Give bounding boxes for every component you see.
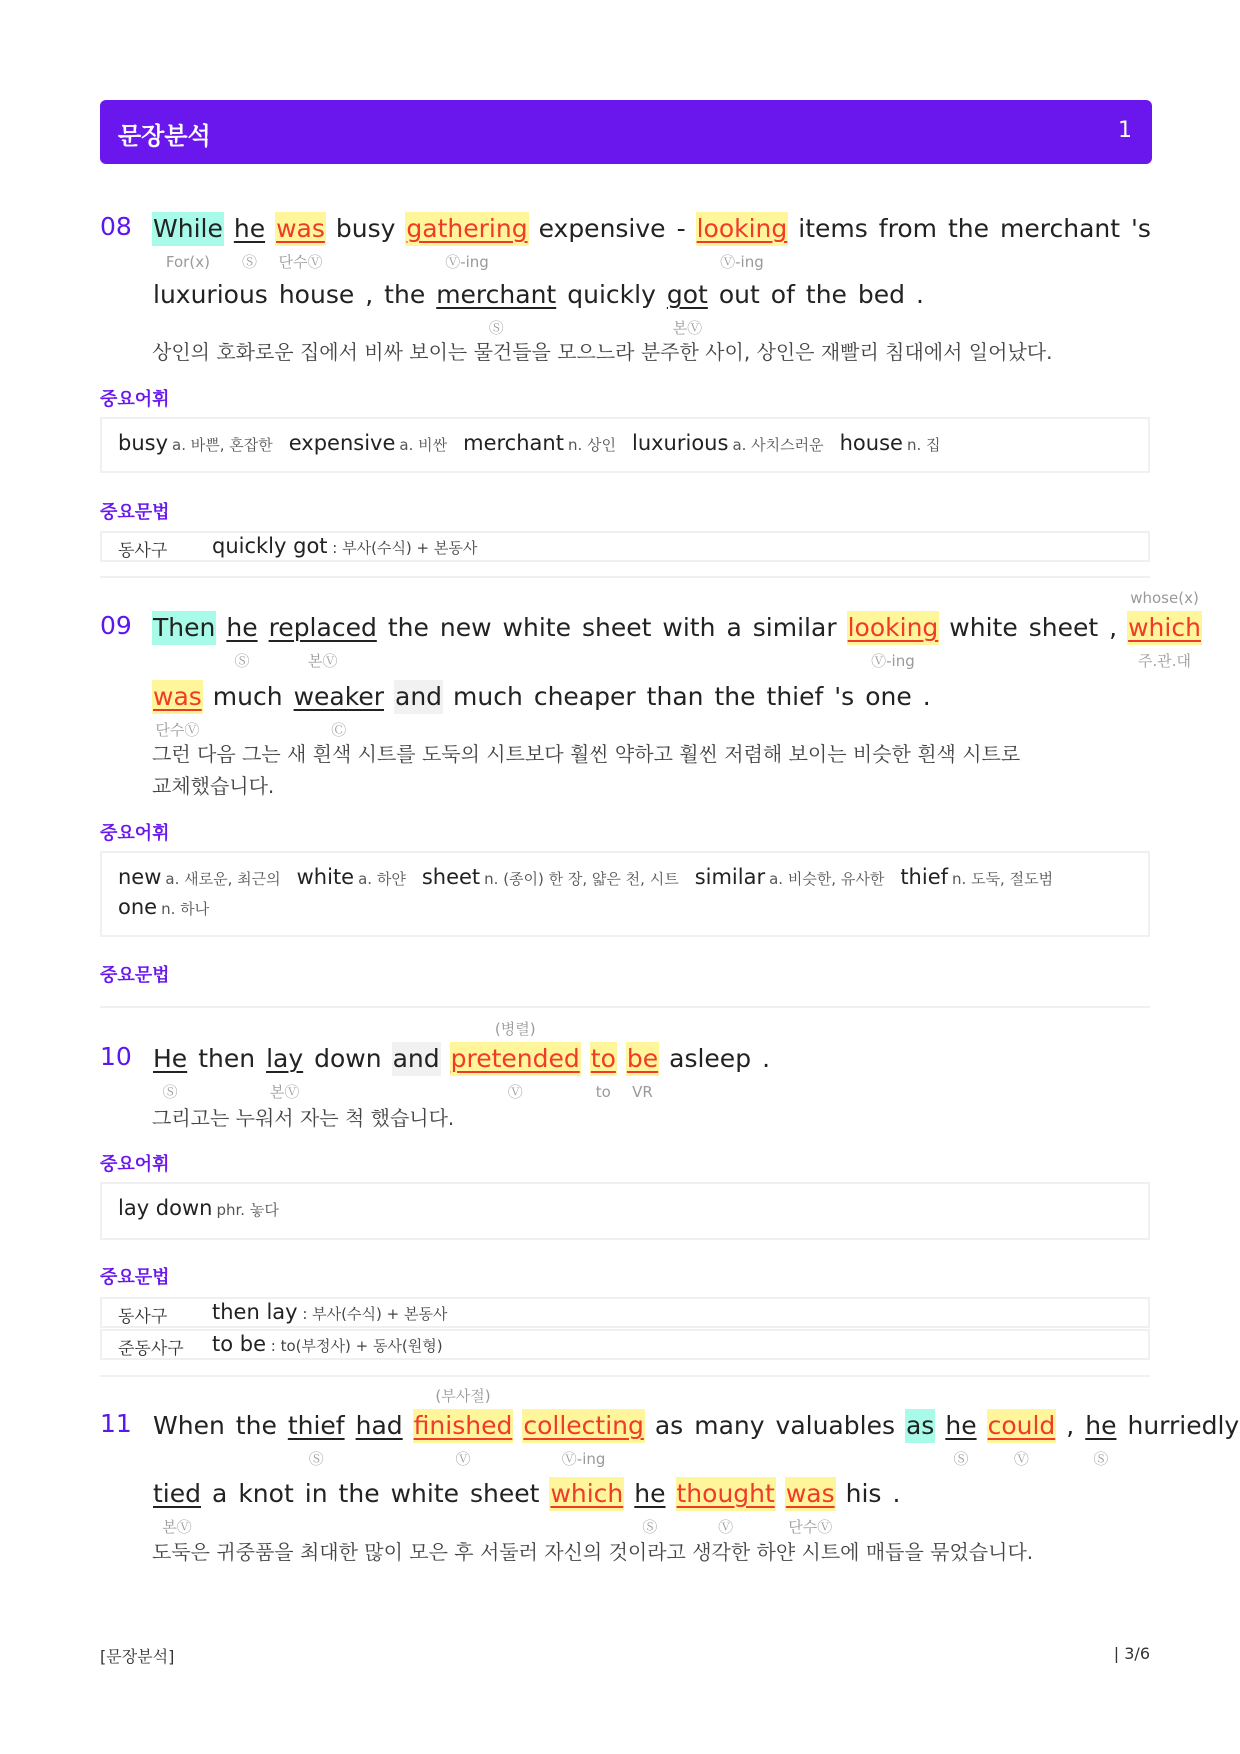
word (152, 611, 216, 645)
vocab-item (118, 863, 281, 893)
word-text: and (392, 1044, 440, 1073)
vocab-heading: 중요어휘 (100, 823, 170, 844)
word (1065, 1409, 1075, 1443)
vocab-meaning: n. 상인 (567, 436, 616, 454)
word-text: lay (266, 1044, 304, 1073)
word (549, 1477, 624, 1511)
word-text: got (666, 280, 708, 309)
word-text: his (845, 1479, 882, 1508)
word (502, 611, 572, 645)
grammar-annotation: Ⓥ (1013, 1450, 1029, 1468)
word-text: which (1128, 613, 1201, 642)
vocab-meaning: a. 비슷한, 유사한 (769, 870, 885, 888)
word (1028, 611, 1099, 645)
translation: 그리고는 누워서 자는 척 했습니다. (152, 1106, 455, 1130)
vocab-word: luxurious (631, 431, 729, 455)
word-text: the (235, 1411, 277, 1440)
vocab-item (695, 863, 885, 893)
word (581, 611, 652, 645)
word-text: was (153, 682, 202, 711)
word-text: When (153, 1411, 225, 1440)
vocab-meaning: n. (종이) 한 장, 얇은 천, 시트 (484, 870, 679, 888)
word (152, 680, 203, 739)
translation: 상인의 호화로운 집에서 비싸 보이는 물건들을 모으느라 분주한 사이, 상인은 재빨리 침대에서 일어났다. (152, 340, 1053, 364)
word (693, 1409, 765, 1443)
word (211, 1477, 228, 1511)
sentence-line (152, 1477, 910, 1536)
vocab-word: expensive (288, 431, 396, 455)
word (335, 212, 397, 246)
grammar-annotation: Ⓢ (953, 1450, 969, 1468)
grammar-annotation: to (595, 1083, 611, 1101)
word-text: house (278, 280, 355, 309)
word-text: busy (335, 214, 396, 243)
word-text: the (384, 280, 426, 309)
word (387, 611, 430, 645)
word (666, 278, 709, 337)
vocab-item (118, 893, 209, 923)
word (761, 1042, 771, 1076)
word (469, 1477, 540, 1511)
word (450, 1020, 581, 1101)
vocab-meaning: a. 비싼 (399, 436, 448, 454)
word-text: had (355, 1411, 403, 1440)
word-text: white (390, 1479, 459, 1508)
grammar-annotation: 주.관.대 (1138, 652, 1192, 670)
grammar-row (100, 1297, 1150, 1328)
word-text: cheaper (533, 682, 636, 711)
grammar-annotation: 본Ⓥ (307, 652, 338, 670)
word-text: he (1085, 1411, 1117, 1440)
grammar-annotation: Ⓢ (308, 1450, 324, 1468)
word-text: merchant (436, 280, 557, 309)
word (713, 680, 756, 714)
word (212, 680, 284, 714)
word-text: could (987, 1411, 1056, 1440)
word (313, 1042, 382, 1076)
grammar-annotation: Ⓥ-ing (561, 1450, 606, 1468)
word (405, 212, 528, 271)
word-text: collecting (523, 1411, 644, 1440)
sentence-line (152, 278, 934, 337)
vocab-box (100, 851, 1150, 937)
word (237, 1477, 294, 1511)
vocab-meaning: n. 집 (906, 436, 941, 454)
word-text: thought (676, 1479, 775, 1508)
word-text: new (439, 613, 492, 642)
word-text: merchant (1000, 214, 1121, 243)
word-text: finished (413, 1411, 513, 1440)
grammar-annotation: Ⓥ (718, 1518, 734, 1536)
word (1130, 212, 1152, 246)
grammar-annotation: VR (632, 1083, 653, 1101)
word (944, 1409, 977, 1468)
word (522, 1409, 645, 1468)
word-text: He (153, 1044, 188, 1073)
word-text: , (365, 280, 374, 309)
word (304, 1477, 329, 1511)
word-text: While (153, 214, 223, 243)
grammar-annotation: Ⓢ (234, 652, 250, 670)
word (413, 1387, 514, 1468)
word (785, 1477, 836, 1536)
section-header-bar (100, 100, 1152, 164)
word-text: the (338, 1479, 380, 1508)
word-text: . (916, 280, 924, 309)
word (566, 278, 657, 312)
word (775, 1409, 896, 1443)
vocab-word: sheet (421, 865, 481, 889)
word (1126, 1409, 1240, 1443)
grammar-row (100, 531, 1150, 562)
vocab-meaning: n. 하나 (161, 900, 210, 918)
word-text: valuables (775, 1411, 895, 1440)
grammar-category: 동사구 (118, 1307, 168, 1327)
translation: 교체했습니다. (152, 774, 275, 798)
word-text: out (718, 280, 760, 309)
grammar-annotation: Ⓢ (162, 1083, 178, 1101)
word (661, 611, 716, 645)
word-text: tied (153, 1479, 201, 1508)
vocab-item (632, 429, 824, 459)
sentence-number: 11 (100, 1409, 132, 1438)
word-text: 's (1131, 214, 1151, 243)
vocab-item (463, 429, 616, 459)
word-text: hurriedly (1127, 1411, 1240, 1440)
vocab-word: white (296, 865, 355, 889)
vocab-word: busy (118, 431, 169, 455)
vocab-heading: 중요어휘 (100, 1154, 170, 1175)
word (197, 1042, 256, 1076)
word-text: the (805, 280, 847, 309)
word (805, 278, 848, 312)
word-text: the (714, 682, 756, 711)
word-text: much (453, 682, 523, 711)
word (878, 212, 938, 246)
grammar-description: : to(부정사) + 동사(원형) (266, 1337, 443, 1355)
grammar-description: : 부사(수식) + 본동사 (327, 539, 478, 557)
word (235, 1409, 278, 1443)
vocab-item (118, 429, 273, 459)
word (696, 212, 789, 271)
vocab-item (900, 863, 1053, 893)
word (915, 278, 925, 312)
grammar-annotation: Ⓢ (642, 1518, 658, 1536)
word-text: . (922, 682, 931, 711)
word-text: - (676, 214, 686, 243)
word (770, 278, 796, 312)
word (1108, 611, 1118, 645)
word (439, 611, 493, 645)
word-text: which (550, 1479, 624, 1508)
sentence-line (152, 1020, 780, 1101)
word (268, 611, 378, 670)
word-text: looking (696, 214, 788, 243)
grammar-annotation: Ⓢ (488, 319, 504, 337)
word-text: much (212, 682, 283, 711)
vocab-word: one (118, 895, 158, 919)
word (390, 1477, 460, 1511)
footer-page: | 3/6 (1113, 1644, 1150, 1663)
word-text: one (865, 682, 912, 711)
word-text: be (626, 1044, 659, 1073)
word-text: weaker (293, 682, 384, 711)
grammar-expression (212, 534, 477, 558)
word-text: from (878, 214, 937, 243)
word-text: was (785, 1479, 835, 1508)
word-text: he (226, 613, 258, 642)
word (797, 212, 869, 246)
word-text: expensive (538, 214, 666, 243)
grammar-expression (212, 1300, 447, 1324)
word (626, 1042, 659, 1101)
grammar-expression (212, 1332, 443, 1356)
word-text: then (198, 1044, 256, 1073)
section-divider (100, 1006, 1150, 1008)
word-text: asleep (669, 1044, 752, 1073)
word (999, 212, 1121, 246)
grammar-annotation: 단수Ⓥ (788, 1518, 833, 1536)
grammar-description: : 부사(수식) + 본동사 (297, 1305, 448, 1323)
vocab-meaning: a. 사치스러운 (732, 436, 824, 454)
grammar-annotation: Ⓥ-ing (720, 253, 764, 271)
grammar-annotation: 본Ⓥ (162, 1518, 192, 1536)
word-text: white (502, 613, 571, 642)
word-text: luxurious (153, 280, 268, 309)
word (676, 1477, 776, 1536)
word-text: and (395, 682, 443, 711)
word (891, 1477, 901, 1511)
vocab-box (100, 1182, 1150, 1240)
word (718, 278, 761, 312)
sentence-line (152, 589, 1211, 670)
grammar-heading: 중요문법 (100, 1267, 170, 1288)
vocab-meaning: a. 하얀 (358, 870, 406, 888)
word (233, 212, 266, 271)
word (766, 680, 825, 714)
vocab-word: merchant (463, 431, 564, 455)
word-text: white (949, 613, 1018, 642)
header-title: 문장분석 (118, 122, 211, 150)
vocab-item (118, 1194, 279, 1224)
word (987, 1409, 1057, 1468)
word (668, 1042, 752, 1076)
word-text: he (945, 1411, 977, 1440)
sentence-line (152, 1387, 1240, 1468)
word (725, 611, 742, 645)
word (152, 1477, 202, 1536)
word-text: a (212, 1479, 228, 1508)
clause-annotation: whose(x) (1130, 589, 1199, 607)
grammar-heading: 중요문법 (100, 965, 170, 986)
word (152, 278, 269, 312)
word (355, 1409, 404, 1443)
word-text: sheet (1028, 613, 1099, 642)
word-text: to (590, 1044, 616, 1073)
word-text: pretended (450, 1044, 580, 1073)
vocab-meaning: a. 바쁜, 혼잡한 (172, 436, 273, 454)
translation: 그런 다음 그는 새 흰색 시트를 도둑의 시트보다 훨씬 약하고 훨씬 저렴해 보이는 비슷한 흰색 시트로 (152, 742, 1021, 766)
word-text: similar (752, 613, 837, 642)
word (152, 1042, 188, 1101)
word (225, 611, 258, 670)
word (833, 680, 855, 714)
word (847, 611, 940, 670)
grammar-annotation: 단수Ⓥ (278, 253, 323, 271)
vocab-item (297, 863, 406, 893)
grammar-category: 동사구 (118, 541, 168, 561)
sentence-number: 09 (100, 611, 132, 640)
word-text: a (726, 613, 742, 642)
word-text: . (892, 1479, 901, 1508)
word (364, 278, 374, 312)
word (452, 680, 524, 714)
sentence-line (152, 680, 941, 739)
word (864, 680, 913, 714)
word (338, 1477, 381, 1511)
vocab-meaning: a. 새로운, 최근의 (165, 870, 281, 888)
header-page-number: 1 (1118, 118, 1132, 143)
word (654, 1409, 684, 1443)
word-text: as (654, 1411, 684, 1440)
grammar-phrase: then lay (212, 1300, 298, 1324)
word-text: in (304, 1479, 328, 1508)
word-text: replaced (268, 613, 377, 642)
grammar-annotation: Ⓢ (1093, 1450, 1109, 1468)
word (293, 680, 385, 739)
word-text: gathering (406, 214, 528, 243)
word-text: than (646, 682, 704, 711)
word (278, 278, 355, 312)
word-text: down (314, 1044, 382, 1073)
word (905, 1409, 935, 1443)
word-text: with (662, 613, 716, 642)
vocab-word: house (839, 431, 903, 455)
clause-annotation: (병렬) (494, 1020, 536, 1038)
vocab-item (289, 429, 447, 459)
word (287, 1409, 346, 1468)
word (435, 278, 557, 337)
word (590, 1042, 617, 1101)
word-text: . (762, 1044, 771, 1073)
word (752, 611, 838, 645)
grammar-annotation: 본Ⓥ (269, 1083, 300, 1101)
word (948, 611, 1018, 645)
word (676, 212, 687, 246)
grammar-heading: 중요문법 (100, 502, 170, 523)
vocab-item (840, 429, 941, 459)
word-text: as (905, 1411, 935, 1440)
vocab-word: similar (694, 865, 766, 889)
vocab-meaning: phr. 놓다 (216, 1201, 279, 1219)
grammar-annotation: Ⓥ (455, 1450, 471, 1468)
word (538, 212, 667, 246)
word-text: was (276, 214, 325, 243)
word (275, 212, 326, 271)
grammar-annotation: For(x) (165, 253, 210, 271)
word (1084, 1409, 1117, 1468)
word-text: items (798, 214, 868, 243)
word-text: thief (287, 1411, 345, 1440)
grammar-category: 준동사구 (118, 1339, 184, 1359)
word-text: the (387, 613, 429, 642)
word-text: thief (766, 682, 824, 711)
word-text: he (634, 1479, 666, 1508)
vocab-meaning: n. 도둑, 절도범 (952, 870, 1054, 888)
grammar-phrase: to be (212, 1332, 267, 1356)
word-text: bed (857, 280, 906, 309)
word (265, 1042, 304, 1101)
grammar-annotation: 단수Ⓥ (155, 721, 200, 739)
vocab-box (100, 417, 1150, 473)
word (152, 212, 224, 271)
word (845, 1477, 883, 1511)
word (383, 278, 426, 312)
word-text: knot (238, 1479, 294, 1508)
grammar-phrase: quickly got (212, 534, 328, 558)
vocab-word: lay down (118, 1196, 213, 1220)
word-text: 's (834, 682, 855, 711)
grammar-annotation: 본Ⓥ (672, 319, 703, 337)
word-text: Then (153, 613, 216, 642)
word-text: , (1066, 1411, 1075, 1440)
vocab-word: new (118, 865, 162, 889)
word-text: sheet (581, 613, 652, 642)
grammar-annotation: Ⓥ-ing (445, 253, 489, 271)
word (646, 680, 705, 714)
word-text: many (694, 1411, 765, 1440)
grammar-annotation: Ⓥ-ing (871, 652, 915, 670)
vocab-word: thief (900, 865, 949, 889)
grammar-annotation: Ⓢ (241, 253, 257, 271)
word-text: of (770, 280, 795, 309)
vocab-heading: 중요어휘 (100, 389, 170, 410)
word-text: looking (847, 613, 939, 642)
word-text: sheet (470, 1479, 540, 1508)
word (1127, 589, 1202, 670)
word (633, 1477, 666, 1536)
word-text: he (233, 214, 266, 243)
sentence-number: 10 (100, 1042, 132, 1071)
section-divider (100, 576, 1150, 578)
section-divider (100, 1375, 1150, 1377)
word (857, 278, 906, 312)
grammar-annotation: Ⓒ (331, 721, 347, 739)
sentence-number: 08 (100, 212, 132, 241)
word (922, 680, 932, 714)
word-text: , (1109, 613, 1118, 642)
clause-annotation: (부사절) (435, 1387, 491, 1405)
grammar-row (100, 1329, 1150, 1360)
grammar-annotation: Ⓥ (507, 1083, 523, 1101)
word (947, 212, 990, 246)
word (533, 680, 637, 714)
footer-label: [문장분석] (100, 1647, 175, 1666)
sentence-line (152, 212, 1161, 271)
vocab-item (422, 863, 679, 893)
word (392, 1042, 441, 1076)
word (152, 1409, 226, 1443)
word-text: quickly (567, 280, 656, 309)
word-text: the (947, 214, 990, 243)
word (394, 680, 443, 714)
translation: 도둑은 귀중품을 최대한 많이 모은 후 서둘러 자신의 것이라고 생각한 하얀 시트에 매듭을 묶었습니다. (152, 1540, 1034, 1564)
